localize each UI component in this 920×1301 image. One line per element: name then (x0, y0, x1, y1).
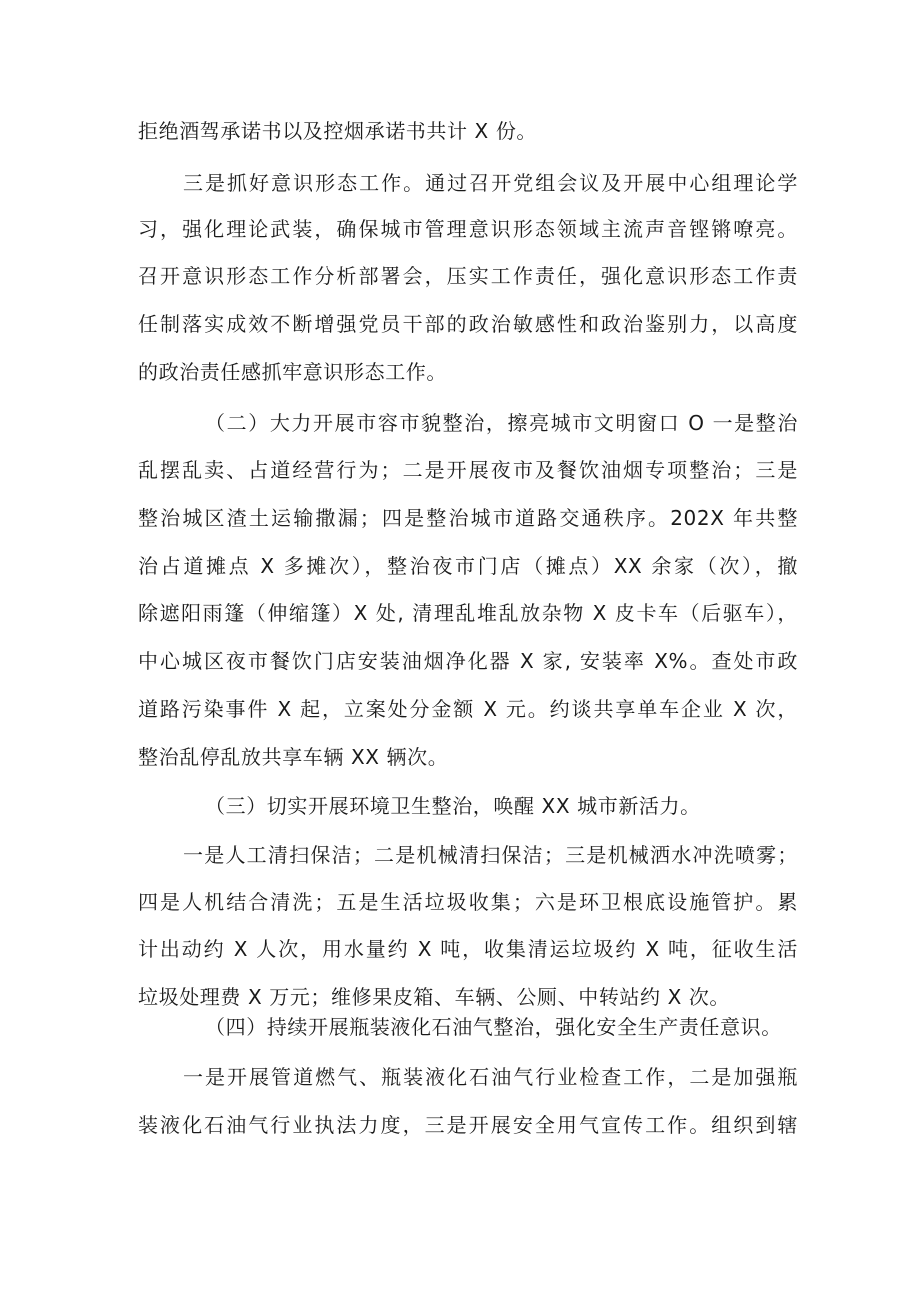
text-line: 整治城区渣土运输撒漏；四是整治城市道路交通秩序。202X 年共整 (138, 506, 798, 530)
section-heading-line: （三）切实开展环境卫生整治，唤醒 XX 城市新活力。 (205, 794, 701, 818)
text-line: 一是人工清扫保洁；二是机械清扫保洁；三是机械洒水冲洗喷雾； (183, 843, 798, 867)
text-line: 中心城区夜市餐饮门店安装油烟净化器 X 家, 安装率 X%。查处市政 (138, 649, 798, 673)
text-line: 的政治责任感抓牢意识形态工作。 (138, 360, 447, 384)
text-line: 整治乱停乱放共享车辆 XX 辆次。 (138, 745, 449, 769)
text-line: 道路污染事件 X 起，立案处分金额 X 元。约谈共享单车企业 X 次， (138, 697, 798, 721)
text-line: 四是人机结合清洗；五是生活垃圾收集；六是环卫根底设施管护。累 (138, 890, 798, 914)
text-line: 垃圾处理费 X 万元；维修果皮箱、车辆、公厕、中转站约 X 次。 (138, 985, 731, 1009)
text-line: 一是开展管道燃气、瓶装液化石油气行业检查工作，二是加强瓶 (183, 1065, 798, 1089)
text-line: 拒绝酒驾承诺书以及控烟承诺书共计 X 份。 (138, 119, 538, 143)
section-heading-line: （四）持续开展瓶装液化石油气整治，强化安全生产责任意识。 (205, 1015, 782, 1039)
text-line: 召开意识形态工作分析部署会，压实工作责任，强化意识形态工作责 (138, 264, 798, 288)
text-line: 任制落实成效不断增强党员干部的政治敏感性和政治鉴别力，以高度 (138, 312, 798, 336)
text-line: 乱摆乱卖、占道经营行为；二是开展夜市及餐饮油烟专项整治；三是 (138, 458, 798, 482)
text-line: 除遮阳雨篷（伸缩篷）X 处, 清理乱堆乱放杂物 X 皮卡车（后驱车）， (138, 601, 798, 625)
text-line: 三是抓好意识形态工作。通过召开党组会议及开展中心组理论学 (183, 171, 798, 195)
text-line: 计出动约 X 人次，用水量约 X 吨，收集清运垃圾约 X 吨，征收生活 (138, 937, 798, 961)
text-line: 治占道摊点 X 多摊次），整治夜市门店（摊点）XX 余家（次），撤 (138, 554, 798, 578)
text-line: 习，强化理论武装，确保城市管理意识形态领域主流声音铿锵嘹亮。 (138, 217, 798, 241)
text-line: 装液化石油气行业执法力度，三是开展安全用气宣传工作。组织到辖 (138, 1113, 798, 1137)
section-heading-line: （二）大力开展市容市貌整治，擦亮城市文明窗口 O 一是整治 (205, 411, 798, 435)
